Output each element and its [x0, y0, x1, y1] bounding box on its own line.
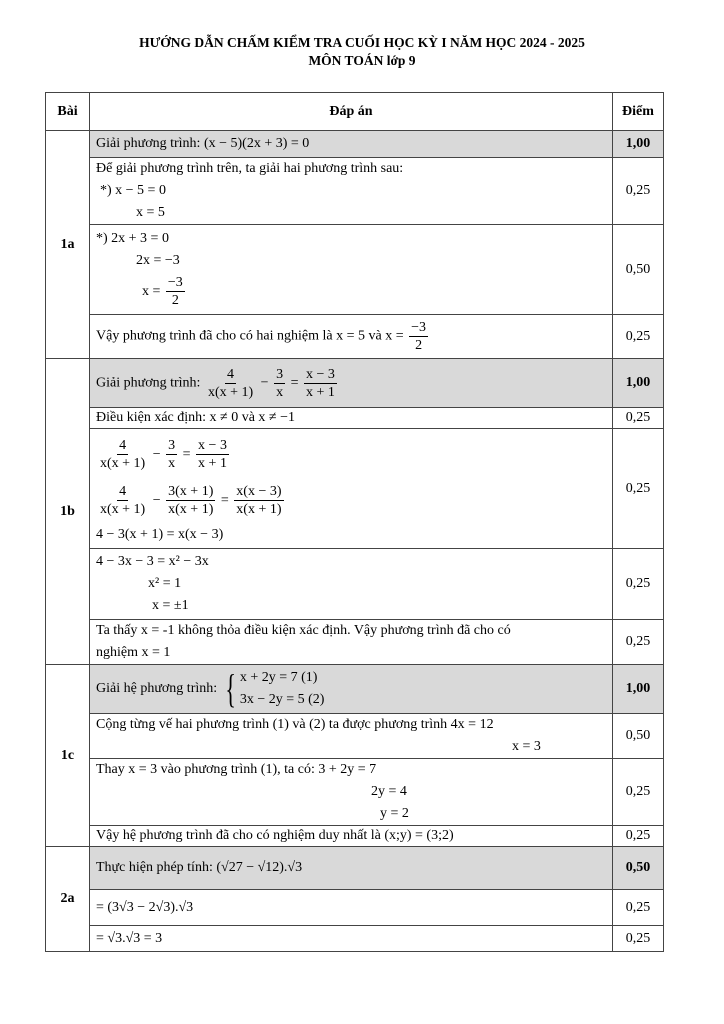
step-2a-2: = √3.√3 = 3	[90, 926, 613, 952]
score-1b-2: 0,25	[613, 429, 664, 549]
score-1b-task: 1,00	[613, 359, 664, 408]
task-2a-expression: (√27 − √12).√3	[216, 860, 303, 875]
step-1c-1: Cộng từng vế hai phương trình (1) và (2) ta được phương trình 4x = 12 x = 3	[90, 714, 613, 759]
score-1a-2: 0,50	[613, 225, 664, 315]
step-row-1a-2	[46, 225, 664, 315]
task-1c: Giải hệ phương trình: { x + 2y = 7 (1) 3x − 2y = 5 (2)	[90, 665, 613, 714]
score-2a-2: 0,25	[613, 926, 664, 952]
step-row-1c-2	[46, 759, 664, 826]
step-1c-3: Vậy hệ phương trình đã cho có nghiệm duy nhất là (x;y) = (3;2)	[90, 826, 613, 847]
score-1b-4: 0,25	[613, 620, 664, 665]
step-1a-2: *) 2x + 3 = 0 2x = −3 x = $\frac{-3}{2}$	[90, 225, 613, 315]
step-1b-3: 4 − 3x − 3 = x² − 3x x² = 1 x = ±1	[90, 549, 613, 620]
step-row-1a-3	[46, 315, 664, 359]
score-1c-task: 1,00	[613, 665, 664, 714]
step-2a-1: = (3√3 − 2√3).√3	[90, 890, 613, 926]
step-row-1c-1	[46, 714, 664, 759]
task-row-1c	[46, 665, 664, 714]
task-1a-expression: (x − 5)(2x + 3) = 0	[203, 136, 310, 151]
step-row-1b-3	[46, 549, 664, 620]
step-1b-2: $\frac{4}{x(x + 1)}$ − $\frac{3}{x}$ = $\frac{x - 3}{x + 1}$ $\frac{4}{x(x + 1)}$ − $\frac{3(x + 1)}{x(x + 1)}$ = $\frac{x(x - 3)}{x(x + 1)}$ 4 − 3(x + 1) = x(x − 3)	[90, 429, 613, 549]
header-diem: Điểm	[613, 93, 664, 131]
task-1b: Giải phương trình: $\frac{4}{x(x + 1)}$ − $\frac{3}{x}$ = $\frac{x - 3}{x + 1}$	[90, 359, 613, 408]
step-1b-4: Ta thấy x = -1 không thỏa điều kiện xác định. Vậy phương trình đã cho có nghiệm x = 1	[90, 620, 613, 665]
task-1a: Giải phương trình: (x − 5)(2x + 3) = 0	[90, 131, 613, 158]
score-2a-task: 0,50	[613, 847, 664, 890]
step-row-1b-4	[46, 620, 664, 665]
header-dap-an: Đáp án	[90, 93, 613, 131]
problem-label-1a: 1a	[46, 131, 90, 359]
title-line-2: MÔN TOÁN lớp 9	[308, 53, 416, 68]
score-1c-3: 0,25	[613, 826, 664, 847]
problem-label-1c: 1c	[46, 665, 90, 847]
step-row-1a-1	[46, 158, 664, 225]
step-1a-1: Để giải phương trình trên, ta giải hai phương trình sau: *) x − 5 = 0 x = 5	[90, 158, 613, 225]
step-row-2a-1	[46, 890, 664, 926]
grading-table	[45, 92, 664, 952]
step-row-1b-1	[46, 408, 664, 429]
score-1a-task: 1,00	[613, 131, 664, 158]
score-1c-2: 0,25	[613, 759, 664, 826]
title-line-1: HƯỚNG DẪN CHẤM KIỂM TRA CUỐI HỌC KỲ I NĂM HỌC 2024 - 2025	[139, 35, 585, 50]
brace-symbol: {	[224, 666, 236, 711]
score-1b-3: 0,25	[613, 549, 664, 620]
step-1c-2: Thay x = 3 vào phương trình (1), ta có: 3 + 2y = 7 2y = 4 y = 2	[90, 759, 613, 826]
step-row-1c-3	[46, 826, 664, 847]
problem-label-1b: 1b	[46, 359, 90, 665]
score-1c-1: 0,50	[613, 714, 664, 759]
score-1b-1: 0,25	[613, 408, 664, 429]
score-1a-1: 0,25	[613, 158, 664, 225]
equation-system: { x + 2y = 7 (1) 3x − 2y = 5 (2)	[224, 666, 325, 711]
task-2a: Thực hiện phép tính: (√27 − √12).√3	[90, 847, 613, 890]
header-row	[46, 93, 664, 131]
step-row-1b-2	[46, 429, 664, 549]
task-row-2a	[46, 847, 664, 890]
problem-label-2a: 2a	[46, 847, 90, 952]
score-1a-3: 0,25	[613, 315, 664, 359]
fraction-minus-3-over-2: $\frac{-3}{2}$	[167, 274, 183, 308]
fraction-conclusion-1a: $\frac{-3}{2}$	[411, 320, 427, 353]
header-bai: Bài	[46, 93, 90, 131]
step-1a-3: Vậy phương trình đã cho có hai nghiệm là x = 5 và x = $\frac{-3}{2}$	[90, 315, 613, 359]
task-row-1a	[46, 131, 664, 158]
task-row-1b	[46, 359, 664, 408]
score-2a-1: 0,25	[613, 890, 664, 926]
document-title	[0, 34, 724, 70]
step-row-2a-2	[46, 926, 664, 952]
step-1b-1: Điều kiện xác định: x ≠ 0 và x ≠ −1	[90, 408, 613, 429]
